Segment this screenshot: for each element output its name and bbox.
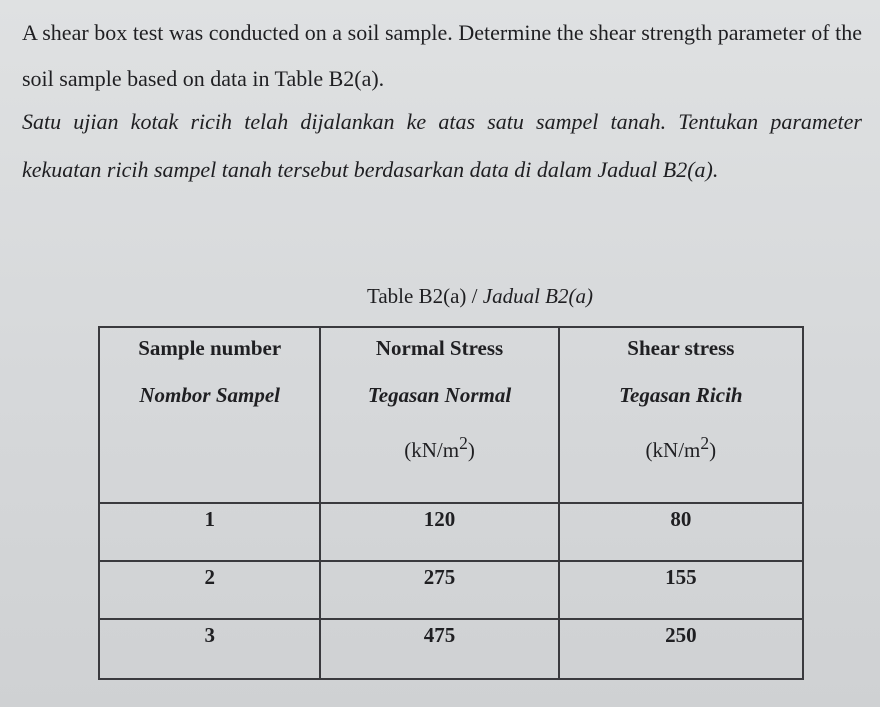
cell-sample-number: 3: [99, 619, 320, 679]
question-malay: Satu ujian kotak ricih telah dijalankan ke atas satu sampel tanah. Tentukan parameter kekuatan ricih sampel tanah tersebut berdasarkan data di dalam Jadual B2(a).: [22, 109, 862, 182]
header-normal-stress-unit: [321, 420, 557, 502]
cell-normal-stress: 475: [320, 619, 558, 679]
table-row: [99, 503, 803, 561]
table-caption-english: Table B2(a) /: [367, 284, 483, 308]
table-caption-malay: Jadual B2(a): [482, 284, 593, 308]
header-shear-stress-ms: Tegasan Ricih: [619, 383, 743, 407]
cell-shear-stress: 250: [559, 619, 803, 679]
header-sample-number-unit: [100, 420, 319, 502]
data-table: [98, 326, 804, 680]
header-shear-stress-unit-exponent: 2: [700, 433, 710, 453]
cell-normal-stress: 275: [320, 561, 558, 619]
header-shear-stress-unit: [560, 420, 802, 502]
header-normal-stress-en: Normal Stress: [375, 336, 504, 360]
header-shear-stress-unit-base: (kN/m: [645, 438, 701, 462]
table-row: [99, 619, 803, 679]
header-shear-stress-en: Shear stress: [627, 336, 735, 360]
cell-shear-stress: 80: [559, 503, 803, 561]
cell-sample-number: 2: [99, 561, 320, 619]
cell-normal-stress: 120: [320, 503, 558, 561]
header-normal-stress-ms: Tegasan Normal: [367, 383, 512, 407]
cell-sample-number: 1: [99, 503, 320, 561]
table-caption: [0, 284, 880, 309]
table-row: [99, 561, 803, 619]
header-normal-stress: [320, 327, 558, 503]
header-sample-number: [99, 327, 320, 503]
question-english: A shear box test was conducted on a soil sample. Determine the shear strength parameter of the soil sample based on data in Table B2(a).: [22, 20, 862, 91]
header-shear-stress: [559, 327, 803, 503]
header-shear-stress-unit-close: ): [709, 438, 717, 462]
table-header-row: [99, 327, 803, 503]
header-normal-stress-unit-base: (kN/m: [404, 438, 460, 462]
cell-shear-stress: 155: [559, 561, 803, 619]
header-sample-number-ms: Nombor Sampel: [139, 383, 280, 407]
header-normal-stress-unit-exponent: 2: [459, 433, 468, 453]
header-normal-stress-unit-close: ): [467, 438, 475, 462]
header-sample-number-en: Sample number: [138, 336, 282, 360]
